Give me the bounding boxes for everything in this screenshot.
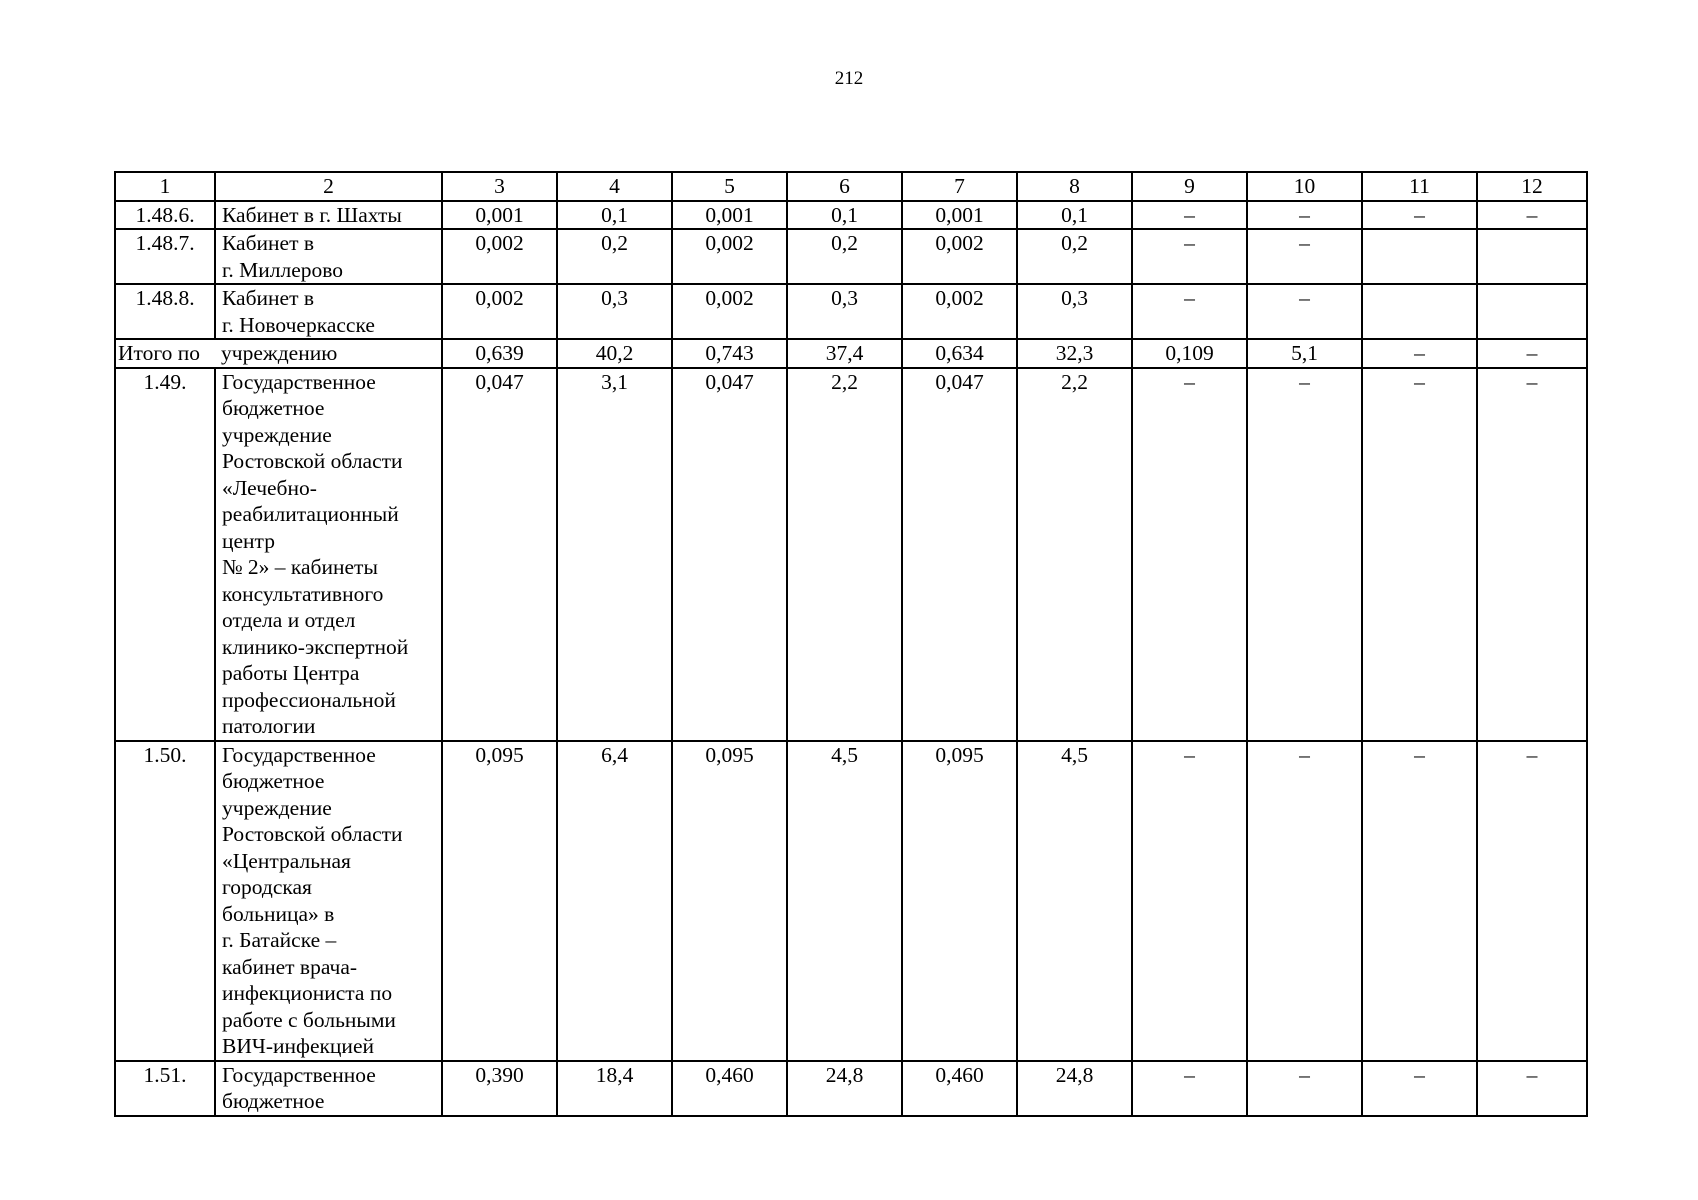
value-cell: 0,047 bbox=[442, 368, 557, 741]
table-row bbox=[115, 1061, 1587, 1116]
name-line: Кабинет в bbox=[222, 231, 315, 255]
total-label: Итого по bbox=[115, 339, 215, 368]
value-cell: 0,001 bbox=[442, 201, 557, 230]
row-number: 1.48.8. bbox=[115, 284, 215, 339]
value-cell: 40,2 bbox=[557, 339, 672, 368]
data-table bbox=[114, 171, 1588, 1117]
name-line: Ростовской области bbox=[222, 822, 403, 846]
row-name bbox=[215, 741, 442, 1061]
value-cell: 0,639 bbox=[442, 339, 557, 368]
header-cell: 5 bbox=[672, 172, 787, 201]
name-line: г. Батайске – bbox=[222, 928, 337, 952]
name-line: учреждение bbox=[222, 795, 332, 820]
table-header-row bbox=[115, 172, 1587, 201]
value-cell: 4,5 bbox=[1017, 741, 1132, 1061]
total-row bbox=[115, 339, 1587, 368]
total-label-cont: учреждению bbox=[215, 339, 442, 368]
value-cell: – bbox=[1132, 201, 1247, 230]
header-cell: 4 bbox=[557, 172, 672, 201]
value-cell: 0,002 bbox=[672, 284, 787, 339]
value-cell: 37,4 bbox=[787, 339, 902, 368]
header-cell: 9 bbox=[1132, 172, 1247, 201]
value-cell: 4,5 bbox=[787, 741, 902, 1061]
name-line: «Центральная bbox=[222, 848, 351, 873]
value-cell: 0,743 bbox=[672, 339, 787, 368]
value-cell: 0,109 bbox=[1132, 339, 1247, 368]
name-line: Государственное bbox=[222, 1062, 376, 1087]
header-cell: 11 bbox=[1362, 172, 1477, 201]
name-line: кабинет врача- bbox=[222, 954, 358, 979]
value-cell: 0,634 bbox=[902, 339, 1017, 368]
value-cell: 0,390 bbox=[442, 1061, 557, 1116]
name-line: Кабинет в г. Шахты bbox=[222, 202, 402, 227]
name-line: № 2» – кабинеты bbox=[222, 555, 378, 579]
value-cell: 0,001 bbox=[902, 201, 1017, 230]
row-number: 1.48.6. bbox=[115, 201, 215, 230]
value-cell: 2,2 bbox=[787, 368, 902, 741]
name-line: работы Центра bbox=[222, 661, 360, 685]
value-cell: – bbox=[1132, 1061, 1247, 1116]
value-cell: 32,3 bbox=[1017, 339, 1132, 368]
value-cell: – bbox=[1477, 339, 1587, 368]
row-number: 1.50. bbox=[115, 741, 215, 1061]
row-number: 1.49. bbox=[115, 368, 215, 741]
value-cell: – bbox=[1477, 201, 1587, 230]
value-cell: 0,2 bbox=[1017, 229, 1132, 284]
name-line: г. Новочеркасске bbox=[222, 312, 375, 337]
value-cell: 0,1 bbox=[557, 201, 672, 230]
value-cell: 0,002 bbox=[902, 284, 1017, 339]
value-cell: – bbox=[1362, 368, 1477, 741]
value-cell: – bbox=[1247, 741, 1362, 1061]
value-cell: – bbox=[1477, 741, 1587, 1061]
name-line: больница» в bbox=[222, 901, 335, 926]
value-cell: – bbox=[1247, 1061, 1362, 1116]
name-line: городская bbox=[222, 875, 312, 899]
value-cell: 0,002 bbox=[672, 229, 787, 284]
value-cell: 0,460 bbox=[902, 1061, 1017, 1116]
table-row bbox=[115, 229, 1587, 284]
name-line: Государственное bbox=[222, 742, 376, 767]
value-cell: 0,2 bbox=[787, 229, 902, 284]
value-cell: – bbox=[1132, 284, 1247, 339]
name-line: консультативного bbox=[222, 581, 384, 606]
table-row bbox=[115, 368, 1587, 741]
page-number: 212 bbox=[834, 68, 864, 89]
name-line: бюджетное bbox=[222, 769, 325, 793]
value-cell: 0,460 bbox=[672, 1061, 787, 1116]
name-line: отдела и отдел bbox=[222, 608, 356, 632]
value-cell: 0,1 bbox=[787, 201, 902, 230]
value-cell: 0,002 bbox=[442, 284, 557, 339]
header-cell: 10 bbox=[1247, 172, 1362, 201]
value-cell: – bbox=[1362, 339, 1477, 368]
value-cell: 0,095 bbox=[672, 741, 787, 1061]
name-line: Ростовской области bbox=[222, 449, 403, 473]
value-cell: – bbox=[1132, 368, 1247, 741]
value-cell: 24,8 bbox=[787, 1061, 902, 1116]
header-cell: 2 bbox=[215, 172, 442, 201]
row-number: 1.48.7. bbox=[115, 229, 215, 284]
value-cell: 0,3 bbox=[787, 284, 902, 339]
value-cell: 6,4 bbox=[557, 741, 672, 1061]
value-cell bbox=[1362, 284, 1477, 339]
value-cell bbox=[1477, 284, 1587, 339]
value-cell: 0,1 bbox=[1017, 201, 1132, 230]
name-line: клинико-экспертной bbox=[222, 634, 409, 659]
name-line: реабилитационный bbox=[222, 502, 399, 526]
value-cell bbox=[1477, 229, 1587, 284]
name-line: работе с больными bbox=[222, 1007, 396, 1032]
value-cell: 2,2 bbox=[1017, 368, 1132, 741]
value-cell: – bbox=[1247, 368, 1362, 741]
value-cell: – bbox=[1362, 1061, 1477, 1116]
row-number: 1.51. bbox=[115, 1061, 215, 1116]
header-cell: 8 bbox=[1017, 172, 1132, 201]
value-cell: 0,002 bbox=[442, 229, 557, 284]
table-row bbox=[115, 201, 1587, 230]
value-cell: – bbox=[1362, 741, 1477, 1061]
row-name bbox=[215, 368, 442, 741]
value-cell: 0,001 bbox=[672, 201, 787, 230]
row-name bbox=[215, 229, 442, 284]
value-cell: 5,1 bbox=[1247, 339, 1362, 368]
value-cell: 24,8 bbox=[1017, 1061, 1132, 1116]
value-cell: – bbox=[1247, 284, 1362, 339]
name-line: инфекциониста по bbox=[222, 981, 393, 1005]
header-cell: 1 bbox=[115, 172, 215, 201]
name-line: учреждение bbox=[222, 422, 332, 447]
header-cell: 6 bbox=[787, 172, 902, 201]
value-cell: – bbox=[1132, 229, 1247, 284]
name-line: г. Миллерово bbox=[222, 257, 344, 282]
value-cell: 0,095 bbox=[442, 741, 557, 1061]
name-line: патологии bbox=[222, 714, 316, 738]
value-cell: – bbox=[1247, 201, 1362, 230]
value-cell bbox=[1362, 229, 1477, 284]
table-row bbox=[115, 284, 1587, 339]
name-line: ВИЧ-инфекцией bbox=[222, 1034, 374, 1058]
name-line: Кабинет в bbox=[222, 286, 315, 310]
header-cell: 12 bbox=[1477, 172, 1587, 201]
row-name bbox=[215, 284, 442, 339]
value-cell: – bbox=[1132, 741, 1247, 1061]
table-row bbox=[115, 741, 1587, 1061]
header-cell: 7 bbox=[902, 172, 1017, 201]
value-cell: 0,2 bbox=[557, 229, 672, 284]
value-cell: 0,047 bbox=[672, 368, 787, 741]
value-cell: 0,095 bbox=[902, 741, 1017, 1061]
value-cell: – bbox=[1247, 229, 1362, 284]
value-cell: 0,3 bbox=[557, 284, 672, 339]
row-name bbox=[215, 201, 442, 230]
name-line: профессиональной bbox=[222, 687, 396, 712]
value-cell: – bbox=[1362, 201, 1477, 230]
name-line: бюджетное bbox=[222, 1089, 325, 1113]
value-cell: – bbox=[1477, 1061, 1587, 1116]
value-cell: 0,047 bbox=[902, 368, 1017, 741]
value-cell: 0,3 bbox=[1017, 284, 1132, 339]
value-cell: 18,4 bbox=[557, 1061, 672, 1116]
name-line: центр bbox=[222, 528, 275, 553]
name-line: Государственное bbox=[222, 369, 376, 394]
name-line: «Лечебно- bbox=[222, 475, 317, 500]
name-line: бюджетное bbox=[222, 396, 325, 420]
value-cell: – bbox=[1477, 368, 1587, 741]
row-name bbox=[215, 1061, 442, 1116]
value-cell: 3,1 bbox=[557, 368, 672, 741]
value-cell: 0,002 bbox=[902, 229, 1017, 284]
header-cell: 3 bbox=[442, 172, 557, 201]
